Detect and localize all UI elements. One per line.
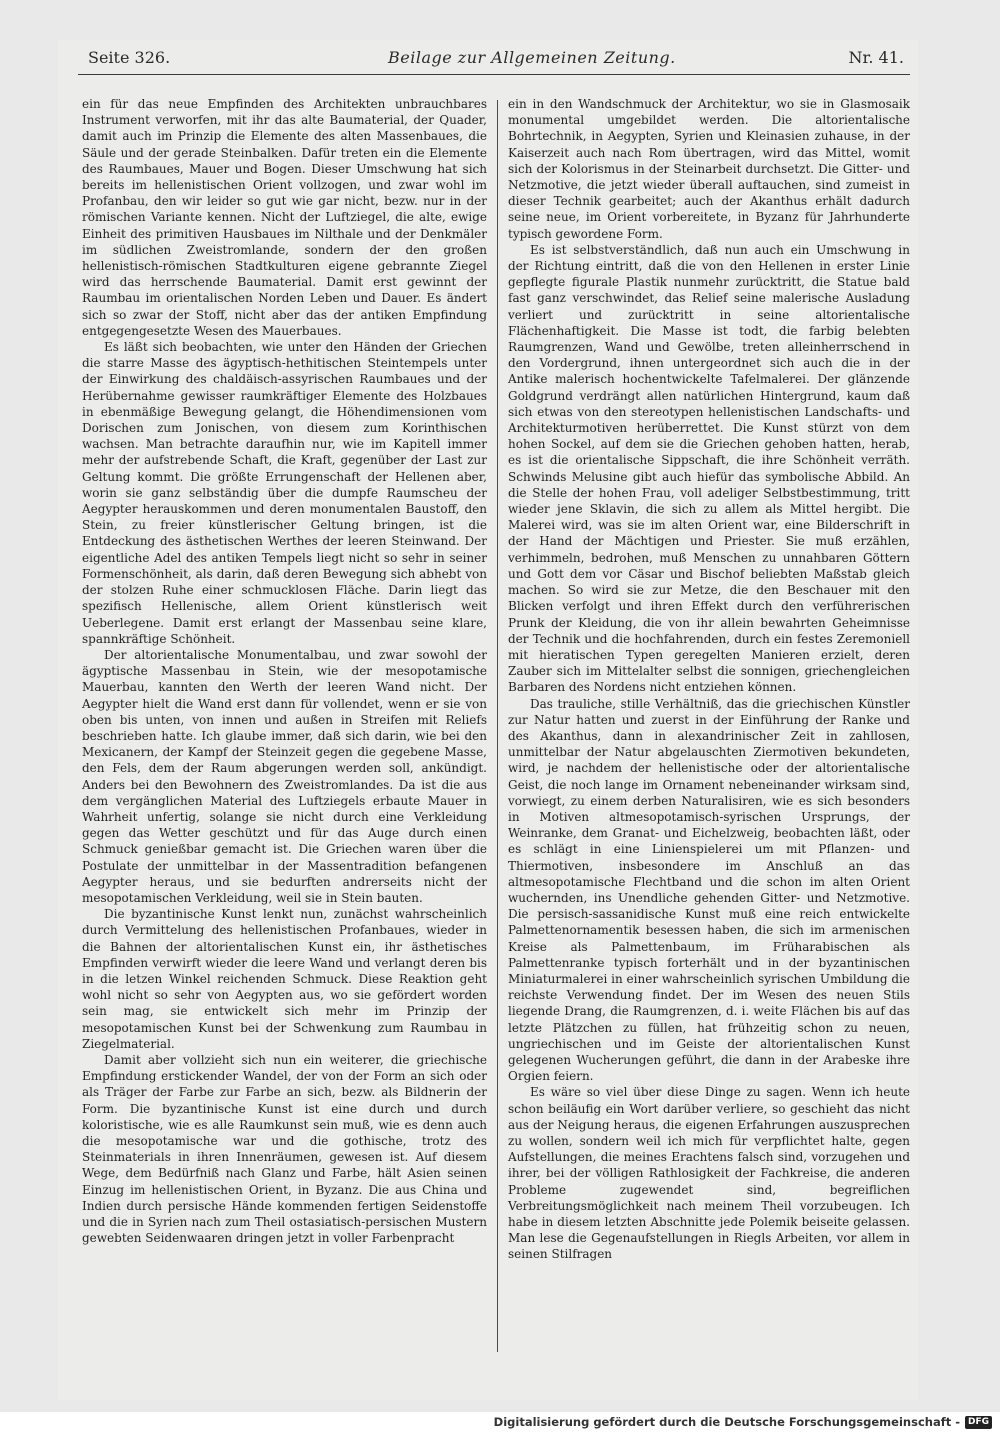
paragraph: Es ist selbstverständlich, daß nun auch ein Umschwung in der Richtung eintritt, daß die von den Hellenen in erster Linie gepflegte figurale Plastik nunmehr zurücktritt, die Statue bald fast ganz verschwindet, das Relief seine malerische Ausladung verliert und zurücktritt in seine altorientalische Flächenhaftigkeit. Die Masse ist todt, die farbig belebten Raumgrenzen, Wand und Gewölbe, treten alleinherrschend in den Vordergrund, ihnen untergeordnet sich auch die in der Antike malerisch hochentwickelte Tafelmalerei. Der glänzende Goldgrund verdrängt allen natürlichen Hintergrund, kaum daß sich etwas von den stereotypen hellenistischen Landschafts- und Architekturmotiven herüberrettet. Die Kunst stürzt von dem hohen Sockel, auf dem sie die Griechen gehoben hatten, herab, es ist die orientalische Sippschaft, die ihre Schönheit verräth. Schwinds Melusine gibt auch hiefür das symbolische Abbild. An die Stelle der hohen Frau, voll adeliger Selbstbestimmung, tritt wieder jene Sklavin, die sich zu allem als Mittel hergibt. Die Malerei wird, was sie im alten Orient war, eine Bilderschrift in der Hand der Mächtigen und Priester. Sie muß erzählen, verhimmeln, bedrohen, muß Menschen zu unnahbaren Göttern und Gott dem vor Cäsar und Bischof beliebten Maßstab gleich machen. So wird sie zur Metze, die den Beschauer mit den Blicken verfolgt und ihren Effekt durch den verführerischen Prunk der Kleidung, die von ihr allein bewahrten Geheimnisse der Technik und die hochfahrenden, durch ein festes Zeremoniell mit hieratischen Typen geregelten Manieren erzielt, deren Zauber sich im Mittelalter selbst die sonnigen, griechengleichen Barbaren des Nordens nicht entziehen können. — [508, 242, 910, 695]
paragraph: Das trauliche, stille Verhältniß, das die griechischen Künstler zur Natur hatten und zuerst in der Einführung der Ranke und des Akanthus, dann in alexandrinischer Zeit in zahllosen, unmittelbar der Natur abgelauschten Ziermotiven bekundeten, wird, je nachdem der hellenistische oder der altorientalische Geist, die noch lange im Ornament nebeneinander wirksam sind, vorwiegt, zu einem derben Naturalisiren, wie es sich besonders in Motiven altmesopotamisch-syrischen Ursprungs, der Weinranke, dem Granat- und Eichelzweig, beobachten läßt, oder es schlägt in eine Linienspielerei um mit Pflanzen- und Thiermotiven, insbesondere im Anschluß an das altmesopotamische Flechtband und die schon im alten Orient wuchernden, ins Unendliche gehenden Gitter- und Netzmotive. Die persisch-sassanidische Kunst muß eine reich entwickelte Palmettenornamentik besessen haben, die sich im armenischen Kreise als Palmettenbaum, im Früharabischen als Palmettenranke typisch forterhält und in der byzantinischen Miniaturmalerei in einer wahrscheinlich syrischen Umbildung die reichste Verwendung findet. Der im Wesen des neuen Stils liegende Drang, die Raumgrenzen, d. i. weite Flächen bis auf das letzte Plätzchen zu füllen, hat frühzeitig schon zu neuen, ungriechischen und im Geiste der altorientalischen Kunst gelegenen Wucherungen geführt, die dann in der Arabeske ihre Orgien feiern. — [508, 696, 910, 1084]
paragraph: Die byzantinische Kunst lenkt nun, zunächst wahrscheinlich durch Vermittelung des hellenistischen Profanbaues, wieder in die Bahnen der altorientalischen Kunst ein, ihr ästhetisches Empfinden verwirft wieder die leere Wand und verlangt deren bis in die letzen Winkel reichenden Schmuck. Diese Reaktion geht wohl nicht so sehr von Aegypten aus, wo sie gefördert worden sein mag, sie entwickelt sich mehr im Prinzip der mesopotamischen Kunst bei der Schwenkung zum Raumbau in Ziegelmaterial. — [82, 907, 487, 1051]
digitization-footer — [0, 1412, 1000, 1433]
paragraph: Der altorientalische Monumentalbau, und zwar sowohl der ägyptische Massenbau in Stein, wie der mesopotamische Mauerbau, kannten den Werth der leeren Wand nicht. Der Aegypter hielt die Wand erst dann für vollendet, wenn er sie von oben bis unten, von innen und außen in Streifen mit Reliefs beschrieben hatte. Ich glaube immer, daß sich darin, wie bei den Mexicanern, der Kampf der Steinzeit gegen die gegebene Masse, den Fels, dem der Raum abgerungen werden soll, ankündigt. Anders bei den Bewohnern des Zweistromlandes. Da ist die aus dem vergänglichen Material des Luftziegels erbaute Mauer in Wahrheit unfertig, solange sie nicht durch eine Verkleidung gegen das Wetter geschützt und für das Auge durch einen Schmuck genießbar gemacht ist. Die Griechen waren über die Postulate der unmittelbar in der Massentradition befangenen Aegypter heraus, und sie bedurften andrerseits nicht der mesopotamischen Verkleidung, weil sie in Stein bauten. — [82, 647, 487, 905]
paragraph: ein für das neue Empfinden des Architekten unbrauchbares Instrument verworfen, mit ihr das alte Baumaterial, der Quader, damit auch im Prinzip die Elemente des alten Massenbaues, die Säule und der gerade Steinbalken. Dafür treten ein die Elemente des Raumbaues, Mauer und Bogen. Dieser Umschwung hat sich bereits im hellenistischen Orient vollzogen, und zwar wohl im Profanbau, den wir leider so gut wie gar nicht, bezw. nur in der römischen Variante kennen. Nicht der Luftziegel, die alte, ewige Einheit des primitiven Hausbaues im Nilthale und der Denkmäler im südlichen Zweistromlande, sondern der den großen hellenistisch-römischen Stadtkulturen eigene gebrannte Ziegel wird das herrschende Baumaterial. Damit erst gewinnt der Raumbau im orientalischen Norden Leben und Dauer. Es ändert sich so zwar der Stoff, nicht aber das der antiken Empfindung entgegengesetzte Wesen des Mauerbaues. — [82, 97, 487, 338]
page-number: Seite 326. — [88, 48, 171, 67]
right-column — [508, 96, 910, 1263]
paragraph: Es läßt sich beobachten, wie unter den Händen der Griechen die starre Masse des ägyptisch-hethitischen Steintempels unter der Einwirkung des chaldäisch-assyrischen Raumbaues und der Herübernahme gewisser raumkräftiger Elemente des Holzbaues in ebenmäßige Bewegung gelangt, die Höhendimensionen vom Dorischen zum Jonischen, von diesem zum Korinthischen wachsen. Man betrachte daraufhin nur, wie im Kapitell immer mehr der aufstrebende Schaft, die Kraft, gegenüber der Last zur Geltung kommt. Die größte Errungenschaft der Hellenen aber, worin sie ganz selbständig über die dumpfe Raumscheu der Aegypter herauskommen und deren monumentalen Baustoff, den Stein, zu freier künstlerischer Geltung bringen, ist die Entdeckung des ästhetischen Werthes der leeren Steinwand. Der eigentliche Adel des antiken Tempels liegt nicht so sehr in seiner Formenschönheit, als darin, daß deren Bewegung sich abhebt von der stolzen Ruhe einer schmucklosen Fläche. Darin liegt das spezifisch Hellenische, allem Orient künstlerisch weit Ueberlegene. Damit erst erlangt der Massenbau seine klare, spannkräftige Schönheit. — [82, 340, 487, 646]
left-column — [82, 96, 487, 1246]
issue-number: Nr. 41. — [848, 48, 904, 67]
paragraph: Damit aber vollzieht sich nun ein weiterer, die griechische Empfindung erstickender Wandel, der von der Form an sich oder als Träger der Farbe zur Farbe an sich, bezw. als Bildnerin der Form. Die byzantinische Kunst ist eine durch und durch koloristische, wie es alle Raumkunst sein muß, wie es denn auch die mesopotamische war und die gothische, trotz des Steinmaterials in ihren Innenräumen, gewesen ist. Auf diesem Wege, dem Bedürfniß nach Glanz und Farbe, hält Asien seinen Einzug im hellenistischen Orient, in Byzanz. Die aus China und Indien durch persische Hände kommenden fertigen Seidenstoffe und die in Syrien nach zum Theil ostasiatisch-persischen Mustern gewebten Seidenwaaren dringen jetzt in voller Farbenpracht — [82, 1052, 487, 1246]
paragraph: ein in den Wandschmuck der Architektur, wo sie in Glasmosaik monumental umgebildet werden. Die altorientalische Bohrtechnik, in Aegypten, Syrien und Kleinasien zuhause, in der Kaiserzeit auch nach Rom übertragen, wird das Mittel, womit sich der Kolorismus in der Steinarbeit durchsetzt. Die Gitter- und Netzmotive, die jetzt wieder überall auftauchen, sind zumeist in dieser Technik gearbeitet; auch der Akanthus erhält dadurch seine neue, im Orient vorbereitete, in Byzanz für Jahrhunderte typisch gewordene Form. — [508, 97, 910, 241]
running-header — [88, 48, 908, 72]
header-rule — [78, 74, 910, 75]
publication-title: Beilage zur Allgemeinen Zeitung. — [388, 48, 676, 67]
column-divider — [497, 100, 498, 1352]
dfg-logo-icon: DFG — [965, 1416, 992, 1429]
paragraph: Es wäre so viel über diese Dinge zu sagen. Wenn ich heute schon beiläufig ein Wort darüber verliere, so geschieht das nicht aus der Neigung heraus, die eigenen Erfahrungen auszusprechen zu wollen, sondern weil ich mich für verpflichtet halte, gegen Aufstellungen, die meines Erachtens falsch sind, vorzugehen und ihrer, bei der völligen Rathlosigkeit der Fachkreise, die anderen Probleme zugewendet sind, begreiflichen Verbreitungsmöglichkeit nach meinem Theil vorzubeugen. Ich habe in diesem letzten Abschnitte jede Polemik beiseite gelassen. Man lese die Gegenaufstellungen in Riegls Arbeiten, vor allem in seinen Stilfragen — [508, 1085, 910, 1262]
funding-credit: Digitalisierung gefördert durch die Deutsche Forschungsgemeinschaft - — [493, 1415, 960, 1429]
